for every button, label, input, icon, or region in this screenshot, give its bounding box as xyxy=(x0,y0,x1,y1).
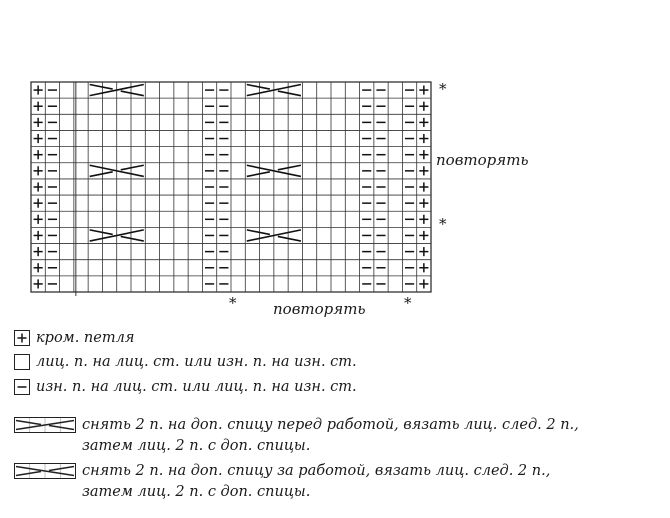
repeat-star-bottom-left: * xyxy=(229,294,237,312)
legend-item-cable-back xyxy=(14,461,550,503)
repeat-label-rows: повторять xyxy=(436,151,529,169)
cable-back-stroke xyxy=(247,230,270,235)
minus-box-icon xyxy=(14,379,30,395)
cable-back-stroke xyxy=(121,236,144,241)
repeat-label-columns: повторять xyxy=(273,300,366,318)
legend-text: кром. петля xyxy=(36,330,135,346)
legend-text: снять 2 п. на доп. спицу за работой, вязать лиц. след. 2 п., затем лиц. 2 п. с доп. спицы. xyxy=(82,463,551,500)
cable-back-icon xyxy=(14,463,76,479)
repeat-star-top: * xyxy=(439,80,447,98)
cable-back-stroke xyxy=(90,172,113,177)
repeat-star-bottom-right: * xyxy=(404,294,412,312)
cable-back-stroke xyxy=(278,236,301,241)
legend-text: лиц. п. на лиц. ст. или изн. п. на изн. ст. xyxy=(36,354,357,370)
cable-back-stroke xyxy=(121,91,144,96)
legend-text: снять 2 п. на доп. спицу перед работой, вязать лиц. след. 2 п., затем лиц. 2 п. с доп. спицы. xyxy=(82,417,579,454)
cable-back-stroke xyxy=(247,172,270,177)
legend-item-purl xyxy=(14,377,357,398)
cable-front-icon xyxy=(14,417,76,433)
cable-back-stroke xyxy=(90,85,113,90)
repeat-star-middle: * xyxy=(439,215,447,233)
empty-box-icon xyxy=(14,354,30,370)
cable-back-stroke xyxy=(90,230,113,235)
plus-box-icon xyxy=(14,330,30,346)
legend-text: изн. п. на лиц. ст. или лиц. п. на изн. ст. xyxy=(36,379,357,395)
cable-back-stroke xyxy=(278,165,301,170)
cable-back-stroke xyxy=(247,85,270,90)
legend-item-knit xyxy=(14,352,357,373)
cable-back-stroke xyxy=(278,91,301,96)
cable-back-stroke xyxy=(121,165,144,170)
legend-item-edge-stitch xyxy=(14,328,134,349)
legend-item-cable-front xyxy=(14,415,579,457)
